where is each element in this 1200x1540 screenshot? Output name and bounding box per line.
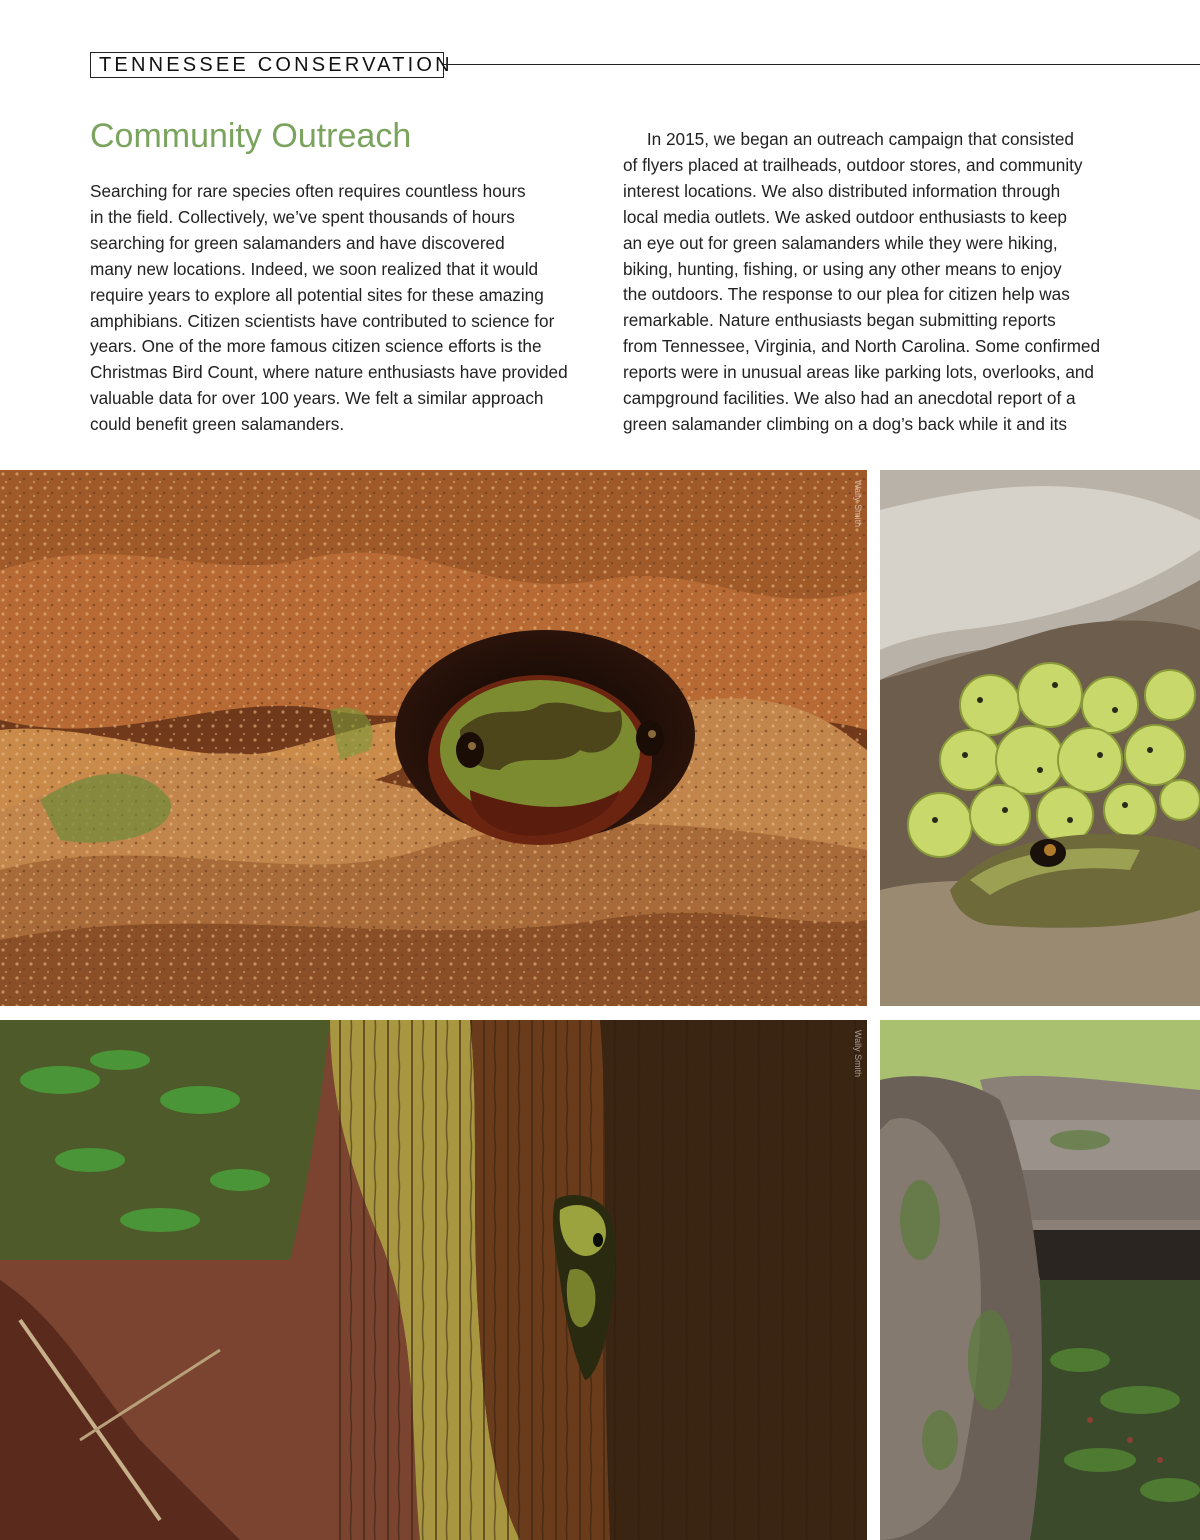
salamander-tree-bark-photo	[0, 1020, 867, 1540]
photo-credit: Wally Smith	[853, 480, 863, 528]
header-rule	[444, 64, 1200, 65]
text-line: could benefit green salamanders.	[90, 414, 345, 435]
text-line: reports were in unusual areas like parking lots, overlooks, and	[623, 362, 1094, 383]
text-line: amphibians. Citizen scientists have contributed to science for	[90, 310, 555, 331]
text-line: campground facilities. We also had an anecdotal report of a	[623, 388, 1076, 409]
text-line: Christmas Bird Count, where nature enthusiasts have provided	[90, 362, 568, 383]
text-line: require years to explore all potential sites for these amazing	[90, 284, 544, 305]
text-line: green salamander climbing on a dog’s back while it and its	[623, 413, 1067, 434]
text-line: of flyers placed at trailheads, outdoor stores, and community	[623, 154, 1083, 175]
section-tag: TENNESSEE CONSERVATION	[90, 52, 444, 78]
text-line: remarkable. Nature enthusiasts began submitting reports	[623, 310, 1056, 331]
article-title: Community Outreach	[90, 117, 412, 155]
text-line: biking, hunting, fishing, or using any other means to enjoy	[623, 258, 1062, 279]
text-line: the outdoors. The response to our plea for citizen help was	[623, 284, 1070, 305]
text-line: many new locations. Indeed, we soon realized that it would	[90, 258, 539, 279]
photo-credit: Wally Smith	[853, 1030, 863, 1078]
text-line: local media outlets. We asked outdoor enthusiasts to keep	[623, 206, 1067, 227]
text-line: Searching for rare species often requires countless hours	[90, 181, 526, 201]
right-column	[623, 127, 1133, 438]
rock-outcrop-habitat-photo	[880, 1020, 1200, 1540]
left-column	[90, 179, 602, 438]
salamander-rock-crevice-photo	[0, 470, 867, 1006]
text-line: searching for green salamanders and have discovered	[90, 232, 505, 253]
text-line: from Tennessee, Virginia, and North Carolina. Some confirmed	[623, 336, 1101, 357]
text-line: in the field. Collectively, we’ve spent thousands of hours	[90, 206, 515, 227]
text-line: years. One of the more famous citizen science efforts is the	[90, 336, 542, 357]
text-line: an eye out for green salamanders while they were hiking,	[623, 232, 1058, 253]
text-line: In 2015, we began an outreach campaign that consisted	[623, 129, 1074, 149]
text-line: interest locations. We also distributed information through	[623, 180, 1061, 201]
salamander-eggs-photo	[880, 470, 1200, 1006]
text-line: valuable data for over 100 years. We felt a similar approach	[90, 388, 544, 409]
